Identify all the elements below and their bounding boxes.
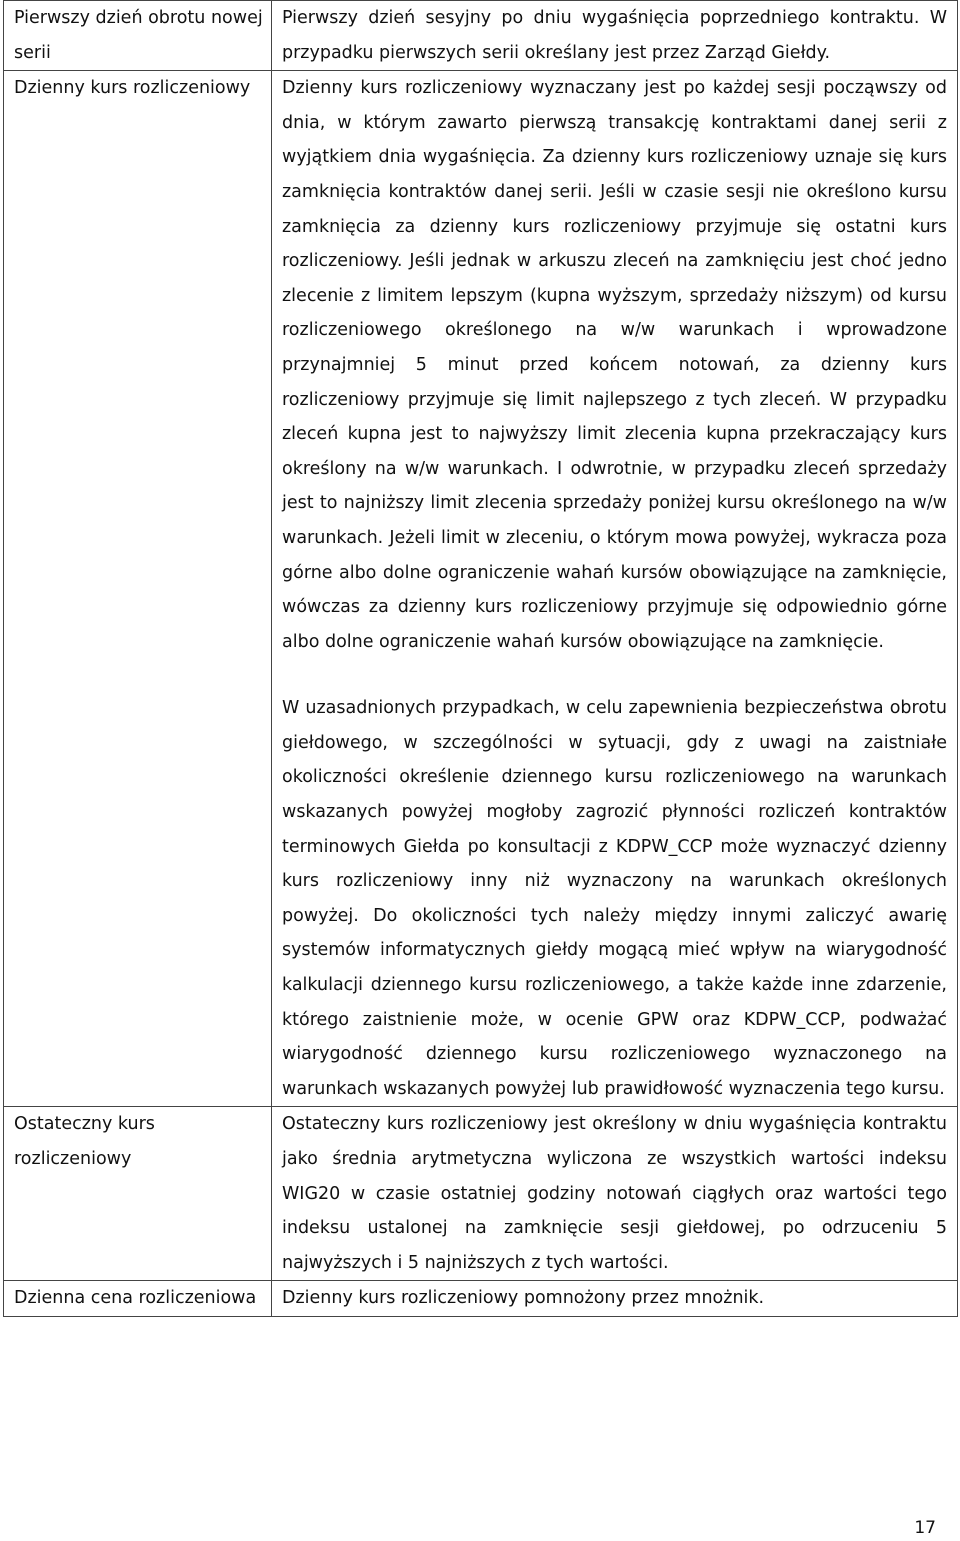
definition-paragraph: Ostateczny kurs rozliczeniowy jest określony w dniu wygaśnięcia kontraktu jako średnia arytmetyczna wyliczona ze wszystkich wartości indeksu WIG20 w czasie ostatniej godziny notowań ciągłych oraz wartości tego indeksu ustalonej na zamknięcie sesji giełdowej, po odrzuceniu 5 najwyższych i 5 najniższych z tych wartości. xyxy=(282,1114,947,1273)
definition-paragraph: Dzienny kurs rozliczeniowy wyznaczany jest po każdej sesji począwszy od dnia, w którym zawarto pierwszą transakcję kontraktami danej serii z wyjątkiem dnia wygaśnięcia. Za dzienny kurs rozliczeniowy uznaje się kurs zamknięcia kontraktów danej serii. Jeśli w czasie sesji nie określono kursu zamknięcia za dzienny kurs rozliczeniowy przyjmuje się ostatni kurs rozliczeniowy. Jeśli jednak w arkuszu zleceń na zamknięciu jest choć jedno zlecenie z limitem lepszym (kupna wyższym, sprzedaży niższym) od kursu rozliczeniowego określonego na w/w warunkach i wprowadzone przynajmniej 5 minut przed końcem notowań, za dzienny kurs rozliczeniowy przyjmuje się limit najlepszego z tych zleceń. W przypadku zleceń kupna jest to najwyższy limit zlecenia kupna przekraczający kurs określony na w/w warunkach. I odwrotnie, w przypadku zleceń sprzedaży jest to najniższy limit zlecenia sprzedaży poniżej kursu określonego na w/w warunkach. Jeżeli limit w zleceniu, o którym mowa powyżej, wykracza poza górne albo dolne ograniczenie wahań kursów obowiązujące na zamknięcie, wówczas za dzienny kurs rozliczeniowy przyjmuje się odpowiednio górne albo dolne ograniczenie wahań kursów obowiązujące na zamknięcie. xyxy=(282,78,947,652)
definition-paragraph: Pierwszy dzień sesyjny po dniu wygaśnięcia poprzedniego kontraktu. W przypadku pierwszych serii określany jest przez Zarząd Giełdy. xyxy=(282,8,947,63)
definition-cell xyxy=(272,1,958,71)
term-cell: Pierwszy dzień obrotu nowej serii xyxy=(4,1,272,71)
definition-cell xyxy=(272,71,958,1107)
table-row xyxy=(4,71,958,1107)
term-cell: Dzienny kurs rozliczeniowy xyxy=(4,71,272,1107)
definition-cell xyxy=(272,1107,958,1281)
term-cell: Ostateczny kurs rozliczeniowy xyxy=(4,1107,272,1281)
definition-cell xyxy=(272,1281,958,1317)
definition-paragraph: Dzienny kurs rozliczeniowy pomnożony przez mnożnik. xyxy=(282,1288,765,1309)
definition-paragraph: W uzasadnionych przypadkach, w celu zapewnienia bezpieczeństwa obrotu giełdowego, w szczególności w sytuacji, gdy z uwagi na zaistniałe okoliczności określenie dziennego kursu rozliczeniowego na warunkach wskazanych powyżej mogłoby zagrozić płynności rozliczeń kontraktów terminowych Giełda po konsultacji z KDPW_CCP może wyznaczyć dzienny kurs rozliczeniowy inny niż wyznaczony na warunkach określonych powyżej. Do okoliczności tych należy między innymi zaliczyć awarię systemów informatycznych giełdy mogącą mieć wpływ na wiarygodność kalkulacji dziennego kursu rozliczeniowego, a także każde inne zdarzenie, którego zaistnienie może, w ocenie GPW oraz KDPW_CCP, podważać wiarygodność dziennego kursu rozliczeniowego wyznaczonego na warunkach wskazanych powyżej lub prawidłowość wyznaczenia tego kursu. xyxy=(282,698,947,1099)
definitions-table xyxy=(3,0,958,1317)
table-row xyxy=(4,1281,958,1317)
table-row xyxy=(4,1107,958,1281)
term-cell: Dzienna cena rozliczeniowa xyxy=(4,1281,272,1317)
table-row xyxy=(4,1,958,71)
page-number: 17 xyxy=(914,1518,936,1538)
